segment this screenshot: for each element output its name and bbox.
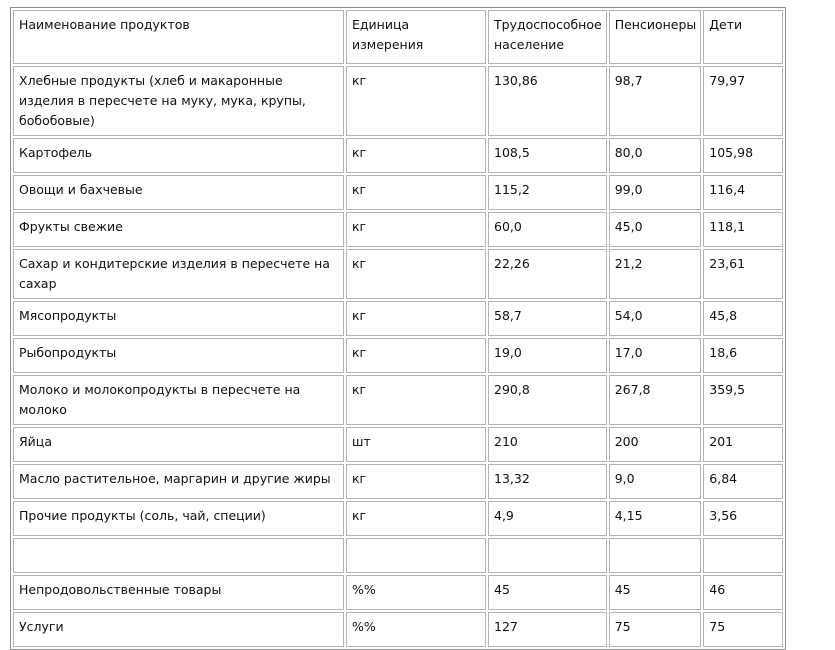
cell-working: 13,32 xyxy=(488,464,607,499)
cell-working: 22,26 xyxy=(488,249,607,299)
cell-working: 130,86 xyxy=(488,66,607,136)
cell-product: Непродовольственные товары xyxy=(13,575,344,610)
cell-children: 116,4 xyxy=(703,175,783,210)
cell-children: 79,97 xyxy=(703,66,783,136)
cell-working: 19,0 xyxy=(488,338,607,373)
cell-working: 127 xyxy=(488,612,607,647)
table-row xyxy=(13,427,783,462)
cell-pensioners: 4,15 xyxy=(609,501,702,536)
cell-children: 359,5 xyxy=(703,375,783,425)
cell-pensioners: 17,0 xyxy=(609,338,702,373)
cell-pensioners: 267,8 xyxy=(609,375,702,425)
cell-pensioners: 75 xyxy=(609,612,702,647)
header-working-population: Трудоспособное население xyxy=(488,10,607,64)
cell-working: 45 xyxy=(488,575,607,610)
cell-unit: кг xyxy=(346,464,486,499)
cell-pensioners: 21,2 xyxy=(609,249,702,299)
cell-product: Масло растительное, маргарин и другие жиры xyxy=(13,464,344,499)
cell-pensioners: 9,0 xyxy=(609,464,702,499)
cell-working: 4,9 xyxy=(488,501,607,536)
cell-pensioners: 45,0 xyxy=(609,212,702,247)
cell-product: Фрукты свежие xyxy=(13,212,344,247)
table-row xyxy=(13,66,783,136)
cell-working: 108,5 xyxy=(488,138,607,173)
cell-children: 105,98 xyxy=(703,138,783,173)
cell-product: Хлебные продукты (хлеб и макаронные изделия в пересчете на муку, мука, крупы, бобобовые) xyxy=(13,66,344,136)
table-row xyxy=(13,338,783,373)
cell-unit: шт xyxy=(346,427,486,462)
cell-product: Услуги xyxy=(13,612,344,647)
cell-product: Прочие продукты (соль, чай, специи) xyxy=(13,501,344,536)
cell-unit: кг xyxy=(346,212,486,247)
cell-pensioners: 98,7 xyxy=(609,66,702,136)
table-row xyxy=(13,464,783,499)
header-unit: Единица измерения xyxy=(346,10,486,64)
cell-product: Картофель xyxy=(13,138,344,173)
cell-unit: кг xyxy=(346,66,486,136)
cell-pensioners: 80,0 xyxy=(609,138,702,173)
cell-pensioners: 45 xyxy=(609,575,702,610)
cell-unit: кг xyxy=(346,301,486,336)
cell-unit: %% xyxy=(346,575,486,610)
cell-product: Рыбопродукты xyxy=(13,338,344,373)
consumer-basket-table xyxy=(10,7,786,650)
cell-pensioners: 54,0 xyxy=(609,301,702,336)
table-row xyxy=(13,175,783,210)
cell-unit: кг xyxy=(346,501,486,536)
cell-product: Молоко и молокопродукты в пересчете на молоко xyxy=(13,375,344,425)
header-product-name: Наименование продуктов xyxy=(13,10,344,64)
cell-unit: кг xyxy=(346,138,486,173)
header-children: Дети xyxy=(703,10,783,64)
cell-product: Яйца xyxy=(13,427,344,462)
table-row-empty xyxy=(13,538,783,573)
table-row xyxy=(13,301,783,336)
cell-working: 290,8 xyxy=(488,375,607,425)
cell-unit xyxy=(346,538,486,573)
cell-children: 118,1 xyxy=(703,212,783,247)
table-row xyxy=(13,501,783,536)
cell-working: 60,0 xyxy=(488,212,607,247)
cell-product: Овощи и бахчевые xyxy=(13,175,344,210)
cell-product xyxy=(13,538,344,573)
cell-children xyxy=(703,538,783,573)
cell-children: 201 xyxy=(703,427,783,462)
cell-children: 18,6 xyxy=(703,338,783,373)
cell-pensioners: 200 xyxy=(609,427,702,462)
cell-unit: кг xyxy=(346,375,486,425)
cell-children: 75 xyxy=(703,612,783,647)
cell-unit: %% xyxy=(346,612,486,647)
table-row xyxy=(13,575,783,610)
table-row xyxy=(13,212,783,247)
cell-pensioners: 99,0 xyxy=(609,175,702,210)
cell-product: Сахар и кондитерские изделия в пересчете на сахар xyxy=(13,249,344,299)
table-row xyxy=(13,375,783,425)
table-row xyxy=(13,612,783,647)
cell-product: Мясопродукты xyxy=(13,301,344,336)
cell-working: 58,7 xyxy=(488,301,607,336)
cell-children: 45,8 xyxy=(703,301,783,336)
table-container xyxy=(10,7,786,650)
cell-pensioners xyxy=(609,538,702,573)
cell-unit: кг xyxy=(346,249,486,299)
table-row xyxy=(13,138,783,173)
cell-unit: кг xyxy=(346,338,486,373)
cell-working: 115,2 xyxy=(488,175,607,210)
table-row xyxy=(13,249,783,299)
header-pensioners: Пенсионеры xyxy=(609,10,702,64)
table-header-row xyxy=(13,10,783,64)
cell-unit: кг xyxy=(346,175,486,210)
cell-working: 210 xyxy=(488,427,607,462)
cell-children: 46 xyxy=(703,575,783,610)
cell-working xyxy=(488,538,607,573)
cell-children: 3,56 xyxy=(703,501,783,536)
cell-children: 23,61 xyxy=(703,249,783,299)
cell-children: 6,84 xyxy=(703,464,783,499)
